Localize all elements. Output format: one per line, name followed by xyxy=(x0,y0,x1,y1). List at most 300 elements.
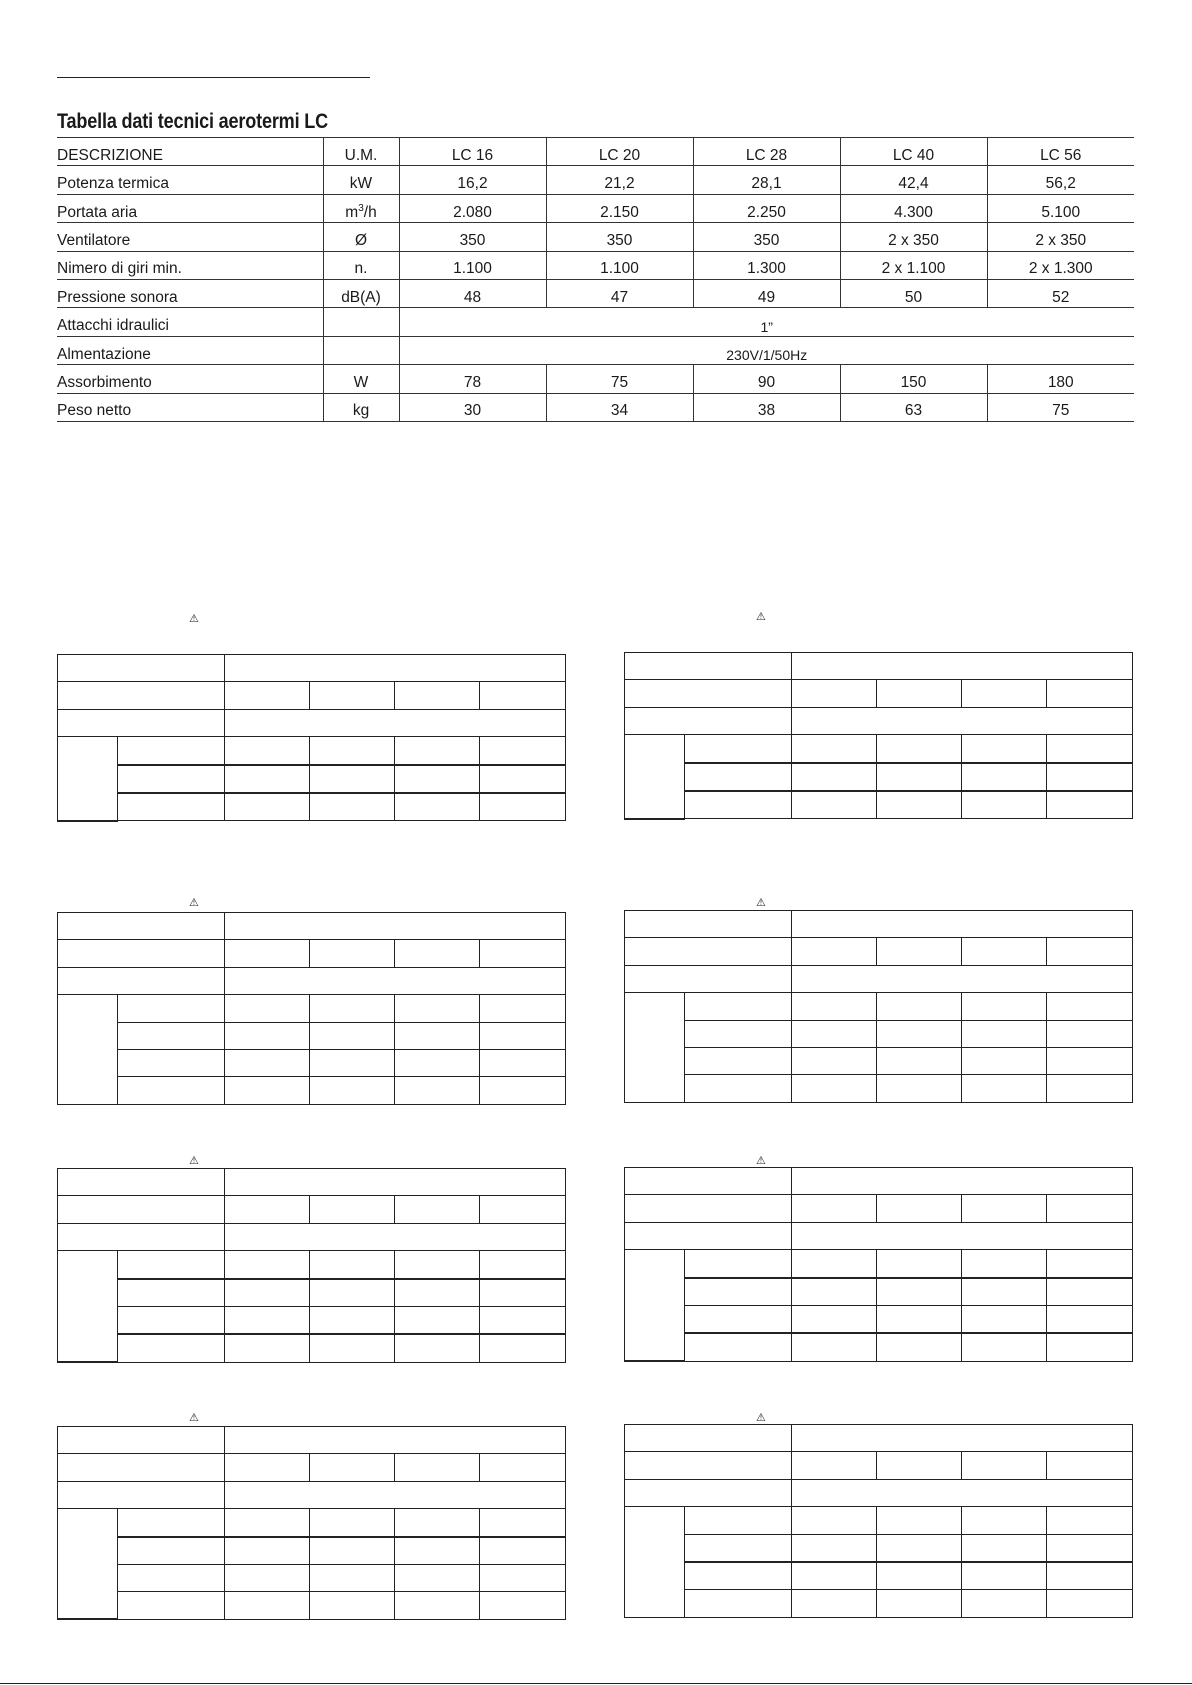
empty-grid-table xyxy=(57,912,566,1105)
grid-cell xyxy=(685,1250,792,1278)
cell-value: 4.300 xyxy=(840,194,987,222)
cell-value: 38 xyxy=(693,393,840,421)
header-model: LC 40 xyxy=(840,138,987,166)
grid-cell xyxy=(225,1077,310,1104)
table-row xyxy=(57,336,1134,364)
grid-cell xyxy=(792,1168,1133,1195)
empty-grid-table xyxy=(57,1426,566,1620)
grid-row xyxy=(58,1427,566,1454)
grid-cell xyxy=(118,1592,225,1619)
grid-cell xyxy=(877,1507,962,1534)
grid-cell xyxy=(625,1250,685,1362)
bottom-rule xyxy=(0,1683,1192,1684)
grid-cell xyxy=(310,940,395,967)
grid-row xyxy=(625,1250,1133,1278)
grid-cell xyxy=(225,1022,310,1049)
top-rule xyxy=(57,77,370,78)
grid-cell xyxy=(685,1020,792,1047)
grid-row xyxy=(625,1333,1133,1361)
row-unit xyxy=(323,194,399,222)
grid-row xyxy=(625,1047,1133,1074)
grid-cell xyxy=(310,1306,395,1334)
cell-value: 1.100 xyxy=(546,251,693,279)
grid-cell xyxy=(310,1279,395,1307)
grid-cell xyxy=(1047,680,1133,707)
grid-cell xyxy=(1047,1020,1133,1047)
grid-cell xyxy=(310,1251,395,1279)
header-model: LC 28 xyxy=(693,138,840,166)
grid-cell xyxy=(225,1169,566,1196)
grid-cell xyxy=(792,1425,1133,1452)
row-label: Potenza termica xyxy=(57,166,323,194)
grid-cell xyxy=(225,967,566,994)
row-label: Ventilatore xyxy=(57,223,323,251)
grid-cell xyxy=(792,1278,877,1306)
grid-cell xyxy=(1047,1534,1133,1562)
grid-cell xyxy=(225,1427,566,1454)
cell-value: 2.150 xyxy=(546,194,693,222)
grid-cell xyxy=(625,938,792,965)
grid-cell xyxy=(625,1479,792,1506)
grid-row xyxy=(58,1306,566,1334)
grid-cell xyxy=(58,1481,225,1508)
cell-value: 16,2 xyxy=(399,166,546,194)
grid-cell xyxy=(310,995,395,1022)
grid-row xyxy=(625,1020,1133,1047)
grid-cell xyxy=(310,737,395,765)
table-row xyxy=(57,194,1134,222)
cell-value: 30 xyxy=(399,393,546,421)
table-row xyxy=(57,223,1134,251)
grid-cell xyxy=(877,938,962,965)
cell-value: 48 xyxy=(399,279,546,307)
grid-cell xyxy=(395,1564,480,1591)
cell-value: 2.080 xyxy=(399,194,546,222)
grid-cell xyxy=(792,1479,1133,1506)
grid-cell xyxy=(1047,1333,1133,1361)
cell-value: 28,1 xyxy=(693,166,840,194)
cell-value: 52 xyxy=(987,279,1134,307)
grid-cell xyxy=(118,1564,225,1591)
grid-cell xyxy=(480,1196,566,1223)
row-unit: dB(A) xyxy=(323,279,399,307)
cell-value: 21,2 xyxy=(546,166,693,194)
grid-cell xyxy=(225,1537,310,1565)
cell-value: 34 xyxy=(546,393,693,421)
grid-cell xyxy=(395,1049,480,1076)
grid-row xyxy=(625,938,1133,965)
grid-cell xyxy=(395,1592,480,1619)
grid-cell xyxy=(480,1509,566,1537)
grid-cell xyxy=(792,680,877,707)
grid-cell xyxy=(625,1425,792,1452)
grid-cell xyxy=(118,1537,225,1565)
grid-cell xyxy=(1047,1590,1133,1617)
grid-row xyxy=(58,995,566,1022)
cell-value: 50 xyxy=(840,279,987,307)
grid-cell xyxy=(685,1333,792,1361)
grid-cell xyxy=(877,791,962,819)
grid-cell xyxy=(395,1022,480,1049)
grid-row xyxy=(625,1534,1133,1562)
grid-cell xyxy=(1047,735,1133,763)
table-row xyxy=(57,166,1134,194)
grid-row xyxy=(58,1481,566,1508)
cell-value: 2.250 xyxy=(693,194,840,222)
grid-cell xyxy=(480,1251,566,1279)
grid-cell xyxy=(395,1454,480,1481)
grid-row xyxy=(625,1168,1133,1195)
grid-row xyxy=(58,765,566,793)
empty-grid-table xyxy=(57,1168,566,1363)
header-model: LC 56 xyxy=(987,138,1134,166)
grid-cell xyxy=(480,1049,566,1076)
grid-cell xyxy=(225,1251,310,1279)
grid-cell xyxy=(1047,1278,1133,1306)
warning-icon: ⚠ xyxy=(189,1411,199,1424)
grid-row xyxy=(625,993,1133,1020)
row-label: Pressione sonora xyxy=(57,279,323,307)
grid-cell xyxy=(792,1047,877,1074)
grid-cell xyxy=(225,765,310,793)
grid-cell xyxy=(792,791,877,819)
grid-cell xyxy=(962,993,1047,1020)
grid-row xyxy=(625,1195,1133,1222)
row-unit: Ø xyxy=(323,223,399,251)
grid-cell xyxy=(395,765,480,793)
grid-cell xyxy=(58,1427,225,1454)
grid-cell xyxy=(395,995,480,1022)
grid-cell xyxy=(1047,1305,1133,1333)
grid-cell xyxy=(962,1305,1047,1333)
grid-cell xyxy=(792,763,877,791)
grid-row xyxy=(625,911,1133,938)
grid-cell xyxy=(625,1195,792,1222)
row-unit xyxy=(323,336,399,364)
grid-cell xyxy=(685,1075,792,1102)
grid-row xyxy=(58,1223,566,1250)
row-unit: kW xyxy=(323,166,399,194)
grid-cell xyxy=(480,1077,566,1104)
grid-cell xyxy=(58,655,225,682)
grid-cell xyxy=(395,682,480,709)
grid-cell xyxy=(1047,1452,1133,1479)
table-row xyxy=(57,251,1134,279)
grid-cell xyxy=(225,1049,310,1076)
grid-cell xyxy=(480,1454,566,1481)
grid-cell xyxy=(118,1306,225,1334)
grid-cell xyxy=(310,1196,395,1223)
page-title: Tabella dati tecnici aerotermi LC xyxy=(57,110,328,133)
warning-icon: ⚠ xyxy=(756,896,766,909)
grid-cell xyxy=(310,765,395,793)
grid-row xyxy=(625,965,1133,992)
table-row xyxy=(57,393,1134,421)
grid-cell xyxy=(395,1279,480,1307)
table-row xyxy=(57,279,1134,307)
grid-cell xyxy=(58,967,225,994)
grid-cell xyxy=(1047,993,1133,1020)
grid-cell xyxy=(877,680,962,707)
grid-cell xyxy=(962,1195,1047,1222)
row-label: Nimero di giri min. xyxy=(57,251,323,279)
grid-cell xyxy=(395,1334,480,1362)
grid-cell xyxy=(962,938,1047,965)
grid-row xyxy=(625,763,1133,791)
grid-cell xyxy=(480,737,566,765)
grid-row xyxy=(58,737,566,765)
cell-value: 75 xyxy=(987,393,1134,421)
grid-cell xyxy=(685,735,792,763)
grid-row xyxy=(58,1196,566,1223)
grid-cell xyxy=(962,1278,1047,1306)
grid-cell xyxy=(962,680,1047,707)
grid-row xyxy=(58,682,566,709)
cell-value: 350 xyxy=(546,223,693,251)
warning-icon: ⚠ xyxy=(756,1411,766,1424)
grid-cell xyxy=(118,1022,225,1049)
grid-cell xyxy=(625,707,792,734)
merged-value: 230V/1/50Hz xyxy=(399,336,1134,364)
row-unit: W xyxy=(323,365,399,393)
grid-cell xyxy=(480,995,566,1022)
grid-cell xyxy=(1047,1075,1133,1102)
grid-cell xyxy=(310,1509,395,1537)
grid-cell xyxy=(225,1196,310,1223)
cell-value: 350 xyxy=(693,223,840,251)
grid-cell xyxy=(685,763,792,791)
grid-cell xyxy=(792,1562,877,1590)
grid-cell xyxy=(118,765,225,793)
grid-cell xyxy=(685,1562,792,1590)
grid-cell xyxy=(395,940,480,967)
cell-value: 2 x 1.300 xyxy=(987,251,1134,279)
grid-cell xyxy=(225,995,310,1022)
cell-value: 2 x 350 xyxy=(840,223,987,251)
row-label: Almentazione xyxy=(57,336,323,364)
grid-row xyxy=(58,967,566,994)
grid-row xyxy=(58,1509,566,1537)
grid-cell xyxy=(685,993,792,1020)
grid-cell xyxy=(58,737,118,821)
grid-cell xyxy=(225,682,310,709)
empty-grid-table xyxy=(624,1167,1133,1362)
grid-cell xyxy=(877,763,962,791)
cell-value: 1.100 xyxy=(399,251,546,279)
grid-row xyxy=(625,1507,1133,1534)
grid-cell xyxy=(1047,1047,1133,1074)
cell-value: 350 xyxy=(399,223,546,251)
grid-row xyxy=(625,1075,1133,1102)
grid-row xyxy=(58,1279,566,1307)
header-description: DESCRIZIONE xyxy=(57,138,323,166)
grid-cell xyxy=(480,1279,566,1307)
unit-superscript: 3 xyxy=(358,202,364,214)
cell-value: 5.100 xyxy=(987,194,1134,222)
grid-cell xyxy=(480,1022,566,1049)
grid-cell xyxy=(58,913,225,940)
grid-row xyxy=(625,1305,1133,1333)
cell-value: 75 xyxy=(546,365,693,393)
grid-cell xyxy=(225,940,310,967)
grid-cell xyxy=(625,1507,685,1618)
grid-row xyxy=(58,709,566,736)
grid-row xyxy=(58,913,566,940)
grid-cell xyxy=(1047,1562,1133,1590)
grid-cell xyxy=(1047,791,1133,819)
row-unit xyxy=(323,308,399,336)
grid-cell xyxy=(118,995,225,1022)
grid-cell xyxy=(480,1537,566,1565)
grid-cell xyxy=(225,1279,310,1307)
grid-cell xyxy=(877,735,962,763)
cell-value: 78 xyxy=(399,365,546,393)
grid-row xyxy=(625,735,1133,763)
grid-cell xyxy=(792,911,1133,938)
grid-row xyxy=(625,1425,1133,1452)
grid-row xyxy=(58,1454,566,1481)
grid-cell xyxy=(792,1534,877,1562)
grid-row xyxy=(58,793,566,821)
grid-cell xyxy=(877,1278,962,1306)
spec-header-row xyxy=(57,138,1134,166)
empty-grid-table xyxy=(57,654,566,822)
header-model: LC 20 xyxy=(546,138,693,166)
grid-row xyxy=(58,940,566,967)
warning-icon: ⚠ xyxy=(189,1154,199,1167)
grid-cell xyxy=(310,1022,395,1049)
cell-value: 150 xyxy=(840,365,987,393)
grid-cell xyxy=(225,737,310,765)
grid-cell xyxy=(962,1075,1047,1102)
header-model: LC 16 xyxy=(399,138,546,166)
spec-table xyxy=(57,137,1134,422)
grid-cell xyxy=(792,1333,877,1361)
grid-cell xyxy=(225,1306,310,1334)
grid-cell xyxy=(792,965,1133,992)
grid-cell xyxy=(480,1592,566,1619)
grid-cell xyxy=(877,1590,962,1617)
grid-cell xyxy=(118,1251,225,1279)
grid-cell xyxy=(118,1509,225,1537)
grid-cell xyxy=(310,1592,395,1619)
grid-cell xyxy=(310,1049,395,1076)
grid-cell xyxy=(480,682,566,709)
grid-cell xyxy=(962,735,1047,763)
grid-cell xyxy=(480,765,566,793)
grid-cell xyxy=(877,1534,962,1562)
grid-cell xyxy=(877,1333,962,1361)
grid-cell xyxy=(225,1454,310,1481)
grid-cell xyxy=(685,1534,792,1562)
grid-cell xyxy=(118,737,225,765)
grid-cell xyxy=(962,763,1047,791)
grid-cell xyxy=(877,1305,962,1333)
grid-cell xyxy=(58,682,225,709)
warning-icon: ⚠ xyxy=(189,612,199,625)
grid-cell xyxy=(962,791,1047,819)
cell-value: 2 x 350 xyxy=(987,223,1134,251)
grid-cell xyxy=(625,1452,792,1479)
cell-value: 90 xyxy=(693,365,840,393)
grid-cell xyxy=(685,1507,792,1534)
row-label: Attacchi idraulici xyxy=(57,308,323,336)
grid-cell xyxy=(395,1077,480,1104)
grid-cell xyxy=(118,1279,225,1307)
grid-row xyxy=(58,1049,566,1076)
grid-cell xyxy=(685,1278,792,1306)
table-row xyxy=(57,308,1134,336)
grid-cell xyxy=(395,1196,480,1223)
grid-cell xyxy=(1047,1250,1133,1278)
grid-cell xyxy=(877,1452,962,1479)
grid-cell xyxy=(962,1534,1047,1562)
grid-cell xyxy=(395,793,480,821)
grid-cell xyxy=(58,1196,225,1223)
grid-cell xyxy=(118,1049,225,1076)
grid-cell xyxy=(625,965,792,992)
grid-cell xyxy=(1047,938,1133,965)
grid-cell xyxy=(310,793,395,821)
cell-value: 56,2 xyxy=(987,166,1134,194)
grid-cell xyxy=(877,1075,962,1102)
grid-row xyxy=(625,1222,1133,1249)
grid-cell xyxy=(118,793,225,821)
empty-grid-table xyxy=(624,910,1133,1103)
row-unit: kg xyxy=(323,393,399,421)
grid-row xyxy=(625,1452,1133,1479)
grid-cell xyxy=(962,1250,1047,1278)
grid-cell xyxy=(625,680,792,707)
grid-cell xyxy=(395,1306,480,1334)
grid-row xyxy=(58,1022,566,1049)
grid-cell xyxy=(58,1251,118,1363)
grid-cell xyxy=(395,1251,480,1279)
row-unit: n. xyxy=(323,251,399,279)
grid-cell xyxy=(625,993,685,1103)
warning-icon: ⚠ xyxy=(189,896,199,909)
grid-cell xyxy=(877,1562,962,1590)
empty-grid-table xyxy=(624,1424,1133,1618)
grid-cell xyxy=(625,653,792,680)
grid-row xyxy=(625,653,1133,680)
grid-cell xyxy=(480,940,566,967)
grid-cell xyxy=(225,655,566,682)
grid-cell xyxy=(792,1590,877,1617)
unit-base: m xyxy=(345,203,359,221)
grid-cell xyxy=(480,1334,566,1362)
grid-cell xyxy=(395,737,480,765)
grid-cell xyxy=(225,1564,310,1591)
grid-cell xyxy=(480,1564,566,1591)
grid-cell xyxy=(877,1250,962,1278)
grid-cell xyxy=(792,1305,877,1333)
grid-cell xyxy=(480,793,566,821)
grid-cell xyxy=(225,1334,310,1362)
cell-value: 63 xyxy=(840,393,987,421)
grid-cell xyxy=(792,1452,877,1479)
grid-cell xyxy=(395,1537,480,1565)
grid-cell xyxy=(225,913,566,940)
row-label: Assorbimento xyxy=(57,365,323,393)
cell-value: 180 xyxy=(987,365,1134,393)
row-label: Portata aria xyxy=(57,194,323,222)
grid-row xyxy=(58,1169,566,1196)
grid-cell xyxy=(792,1507,877,1534)
grid-cell xyxy=(225,1592,310,1619)
merged-value: 1” xyxy=(399,308,1134,336)
grid-row xyxy=(58,1537,566,1565)
